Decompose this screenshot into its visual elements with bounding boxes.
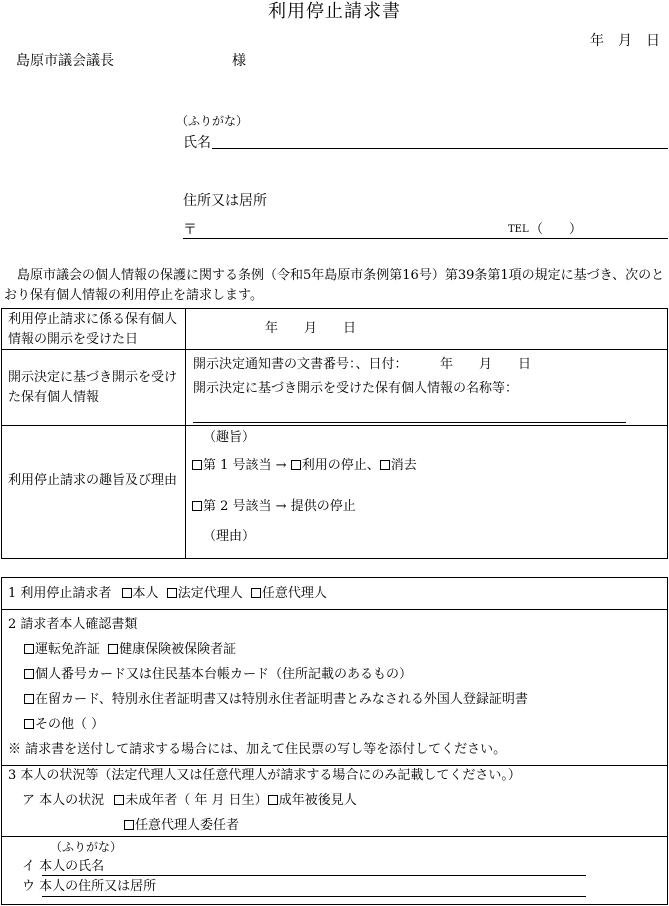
address-field[interactable] [183, 238, 668, 239]
section2-label: 2 請求者本人確認書類 [8, 617, 138, 632]
doc-row-2 [24, 668, 412, 681]
status-row [22, 794, 357, 807]
minor-label: 未成年者（ 年 月 日生） [125, 793, 268, 808]
section-divider [1, 609, 668, 610]
tel-label: TEL [508, 224, 529, 235]
agent-principal-label: 任意代理人委任者 [135, 818, 240, 833]
tel-paren: （ ） [530, 222, 583, 237]
row2-doc-number[interactable]: 開示決定通知書の文書番号：、日付： 年 月 日 [193, 357, 532, 372]
addressee: 島原市議会議長 [16, 53, 114, 69]
option2-label: 第 2 号該当 → 提供の停止 [203, 499, 356, 514]
principal-address-field[interactable] [42, 896, 586, 897]
row2-info-name: 開示決定に基づき開示を受けた保有個人情報の名称等： [193, 381, 519, 396]
name-label: 氏名 [183, 135, 211, 151]
residence-card-label: 在留カード、特別永住者証明書又は特別永住者証明書とみなされる外国人登録証明書 [35, 692, 528, 707]
section-divider [1, 836, 668, 837]
option1a-label: 利用の停止、 [301, 458, 380, 473]
option2-row [192, 500, 356, 513]
doc-row-1 [24, 643, 236, 656]
principal-name-field[interactable] [42, 875, 586, 876]
option1a-checkbox[interactable] [291, 460, 301, 470]
other-checkbox[interactable] [24, 719, 34, 729]
option1-label: 第 1 号該当 → [203, 458, 291, 473]
option1b-label: 消去 [390, 458, 417, 473]
doc-row-3 [24, 693, 528, 706]
voluntary-agent-label: 任意代理人 [261, 586, 327, 601]
status-label: ア 本人の状況 [22, 793, 105, 808]
option1-checkbox[interactable] [192, 460, 202, 470]
reason-heading: （理由） [203, 529, 256, 544]
section3-label: 3 本人の状況等（法定代理人又は任意代理人が請求する場合にのみ記載してください。） [8, 768, 521, 783]
voluntary-agent-checkbox[interactable] [251, 588, 261, 598]
doc-row-4 [24, 718, 104, 731]
option2-checkbox[interactable] [192, 501, 202, 511]
postal-mark: 〒 [183, 222, 197, 238]
mynumber-checkbox[interactable] [24, 669, 34, 679]
agent-principal-row [124, 819, 239, 832]
row3-label: 利用停止請求の趣旨及び理由 [8, 473, 178, 488]
self-checkbox[interactable] [122, 588, 132, 598]
adult-guardian-label: 成年被後見人 [278, 793, 357, 808]
minor-checkbox[interactable] [114, 795, 124, 805]
row2-label: 開示決定に基づき開示を受けた保有個人情報 [8, 370, 178, 405]
agent-principal-checkbox[interactable] [124, 820, 134, 830]
license-checkbox[interactable] [24, 644, 34, 654]
table-row-divider [1, 425, 668, 426]
section1-label: 1 利用停止請求者 [8, 586, 112, 601]
license-label: 運転免許証 [35, 642, 101, 657]
legal-agent-checkbox[interactable] [167, 588, 177, 598]
self-label: 本人 [132, 586, 159, 601]
date-line: 年 月 日 [590, 33, 660, 49]
principal-name-label: イ 本人の氏名 [22, 859, 105, 874]
option1b-checkbox[interactable] [380, 460, 390, 470]
intro-text: 島原市議会の個人情報の保護に関する条例（令和5年島原市条例第16号）第39条第1項の規定に基づき、次のとおり保有個人情報の利用停止を請求します。 [4, 268, 665, 303]
principal-furigana: （ふりがな） [50, 840, 123, 854]
furigana-label: （ふりがな） [176, 114, 249, 128]
section2-note: ※ 請求書を送付して請求する場合には、加えて住民票の写し等を添付してください。 [8, 742, 507, 757]
insurance-checkbox[interactable] [108, 644, 118, 654]
other-label: その他（ ） [35, 717, 105, 732]
name-field[interactable] [212, 148, 668, 149]
row2-info-field[interactable] [193, 422, 626, 423]
section-divider [1, 765, 668, 766]
insurance-label: 健康保険被保険者証 [119, 642, 237, 657]
adult-guardian-checkbox[interactable] [268, 795, 278, 805]
principal-address-label: ウ 本人の住所又は居所 [22, 879, 157, 894]
page-title: 利用停止請求書 [268, 1, 401, 22]
row1-value[interactable]: 年 月 日 [265, 321, 357, 336]
row1-label: 利用停止請求に係る保有個人情報の開示を受けた日 [8, 312, 178, 347]
purpose-heading: （趣旨） [203, 430, 256, 445]
option1-row [192, 459, 417, 472]
section1-row [8, 587, 327, 600]
address-label: 住所又は居所 [183, 193, 267, 209]
residence-card-checkbox[interactable] [24, 694, 34, 704]
honorific: 様 [232, 53, 246, 69]
mynumber-label: 個人番号カード又は住民基本台帳カード（住所記載のあるもの） [35, 667, 413, 682]
table-column-divider [185, 308, 186, 559]
legal-agent-label: 法定代理人 [177, 586, 243, 601]
